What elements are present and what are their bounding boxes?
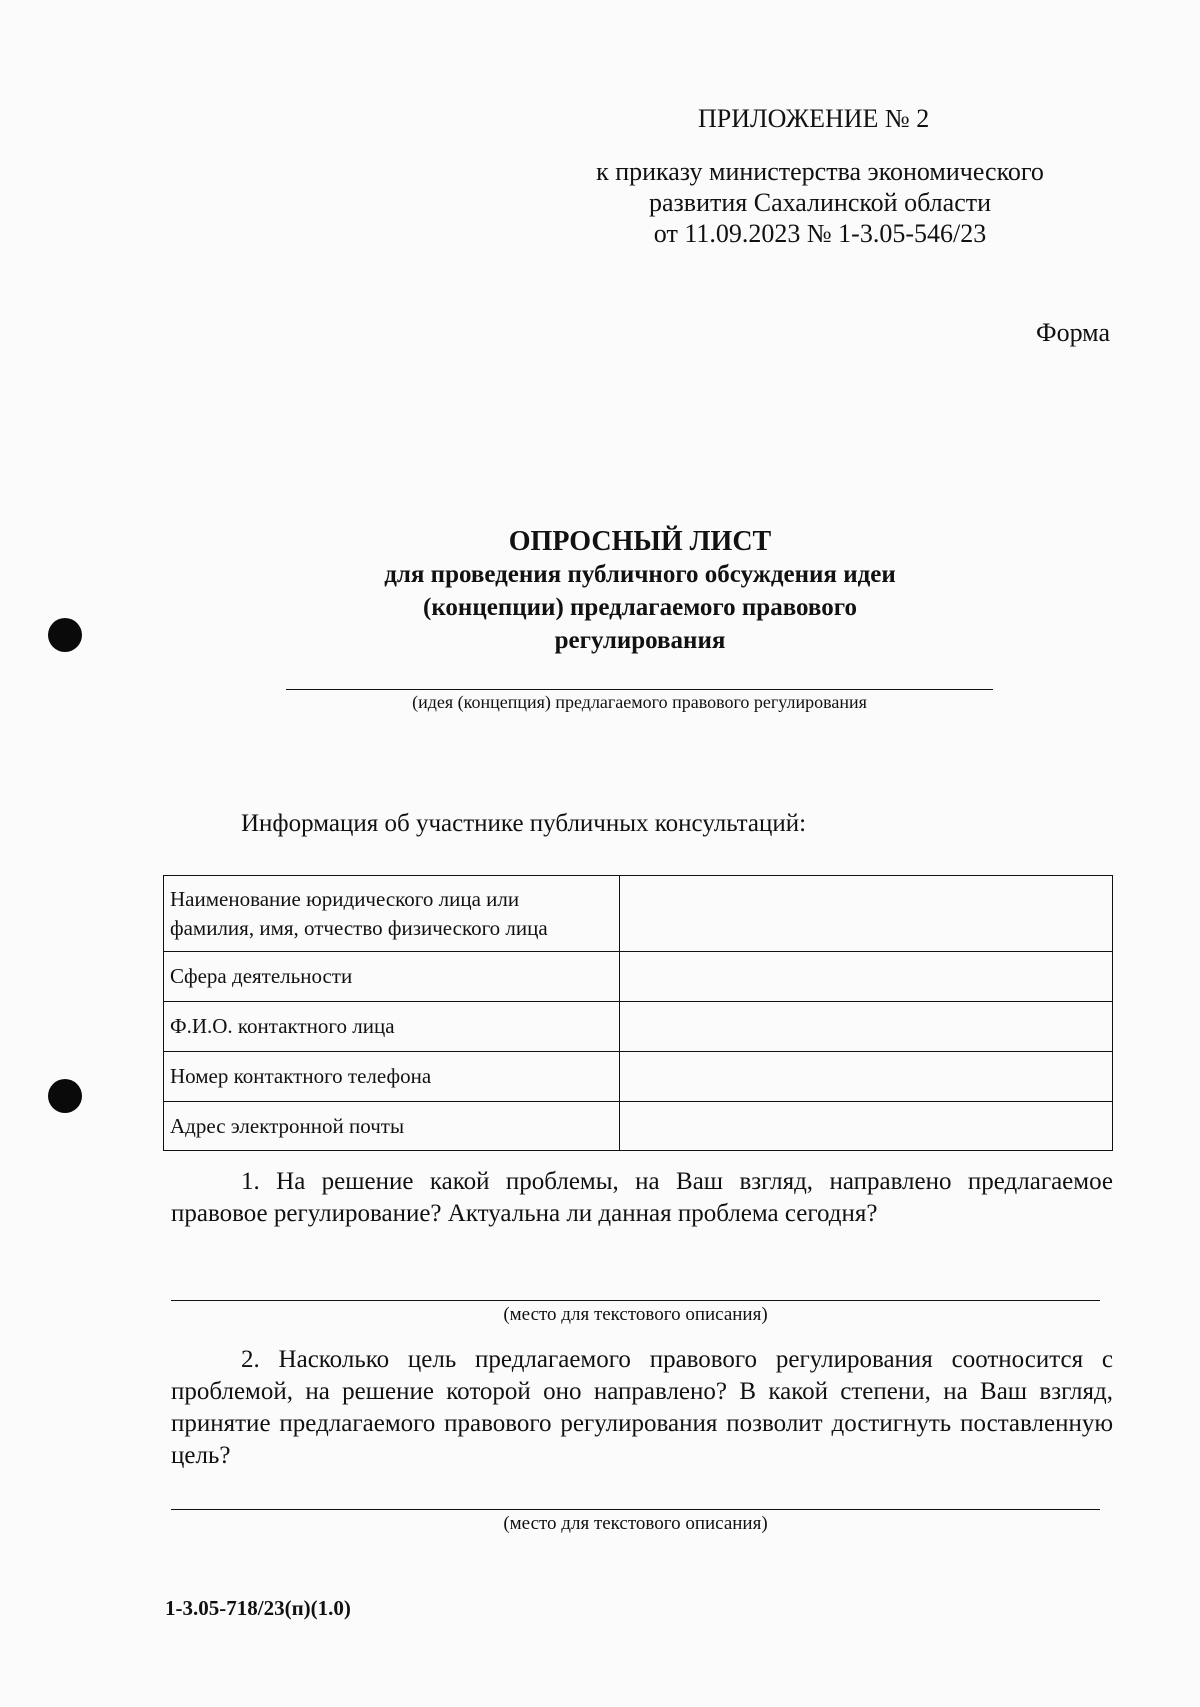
answer-fill-line[interactable]	[171, 1509, 1100, 1510]
document-code: 1-3.05-718/23(п)(1.0)	[165, 1596, 351, 1620]
survey-subtitle: (концепции) предлагаемого правового	[423, 594, 857, 621]
row-value-field[interactable]	[620, 1102, 1113, 1151]
answer-fill-line[interactable]	[171, 1300, 1100, 1301]
question-2: 2. Насколько цель предлагаемого правового регулирования соотносится с проблемой, на решение которой оно направлено? В какой степени, на Ваш взгляд, принятие предлагаемого правового регулирования позволит достигнуть поставленную цель?	[171, 1346, 1113, 1469]
row-label	[164, 876, 620, 952]
row-value-field[interactable]	[620, 952, 1113, 1002]
row-value-field[interactable]	[620, 1002, 1113, 1052]
annex-title: ПРИЛОЖЕНИЕ № 2	[698, 104, 930, 133]
survey-subtitle: для проведения публичного обсуждения идеи	[384, 561, 896, 588]
punch-hole	[48, 1079, 82, 1113]
answer-caption: (место для текстового описания)	[503, 1513, 768, 1534]
row-value-field[interactable]	[620, 876, 1113, 952]
row-value-field[interactable]	[620, 1052, 1113, 1102]
participant-info-table	[163, 875, 1113, 1151]
idea-fill-line[interactable]	[286, 689, 993, 690]
survey-heading	[330, 525, 950, 657]
table-row	[164, 1052, 1113, 1102]
row-label: Ф.И.О. контактного лица	[164, 1002, 620, 1052]
row-label-line: Наименование юридического лица или	[170, 886, 520, 911]
table-row	[164, 876, 1113, 952]
order-line: от 11.09.2023 № 1-3.05-546/23	[653, 219, 987, 248]
answer-caption: (место для текстового описания)	[503, 1304, 768, 1325]
table-row	[164, 1102, 1113, 1151]
punch-hole	[48, 618, 82, 652]
order-line: к приказу министерства экономического	[596, 157, 1044, 186]
row-label: Сфера деятельности	[164, 952, 620, 1002]
row-label-line: фамилия, имя, отчество физического лица	[170, 915, 548, 940]
order-line: развития Сахалинской области	[648, 188, 992, 217]
table-row	[164, 952, 1113, 1002]
order-reference	[560, 156, 1080, 249]
survey-subtitle: регулирования	[554, 627, 726, 654]
row-label: Номер контактного телефона	[164, 1052, 620, 1102]
table-row	[164, 1002, 1113, 1052]
idea-caption: (идея (концепция) предлагаемого правового регулирования	[412, 692, 867, 712]
question-1: 1. На решение какой проблемы, на Ваш взгляд, направлено предлагаемое правовое регулирование? Актуальна ли данная проблема сегодня?	[171, 1168, 1113, 1227]
participant-heading: Информация об участнике публичных консультаций:	[241, 810, 807, 837]
survey-title: ОПРОСНЫЙ ЛИСТ	[508, 526, 772, 557]
row-label: Адрес электронной почты	[164, 1102, 620, 1151]
form-label: Форма	[1036, 318, 1110, 347]
